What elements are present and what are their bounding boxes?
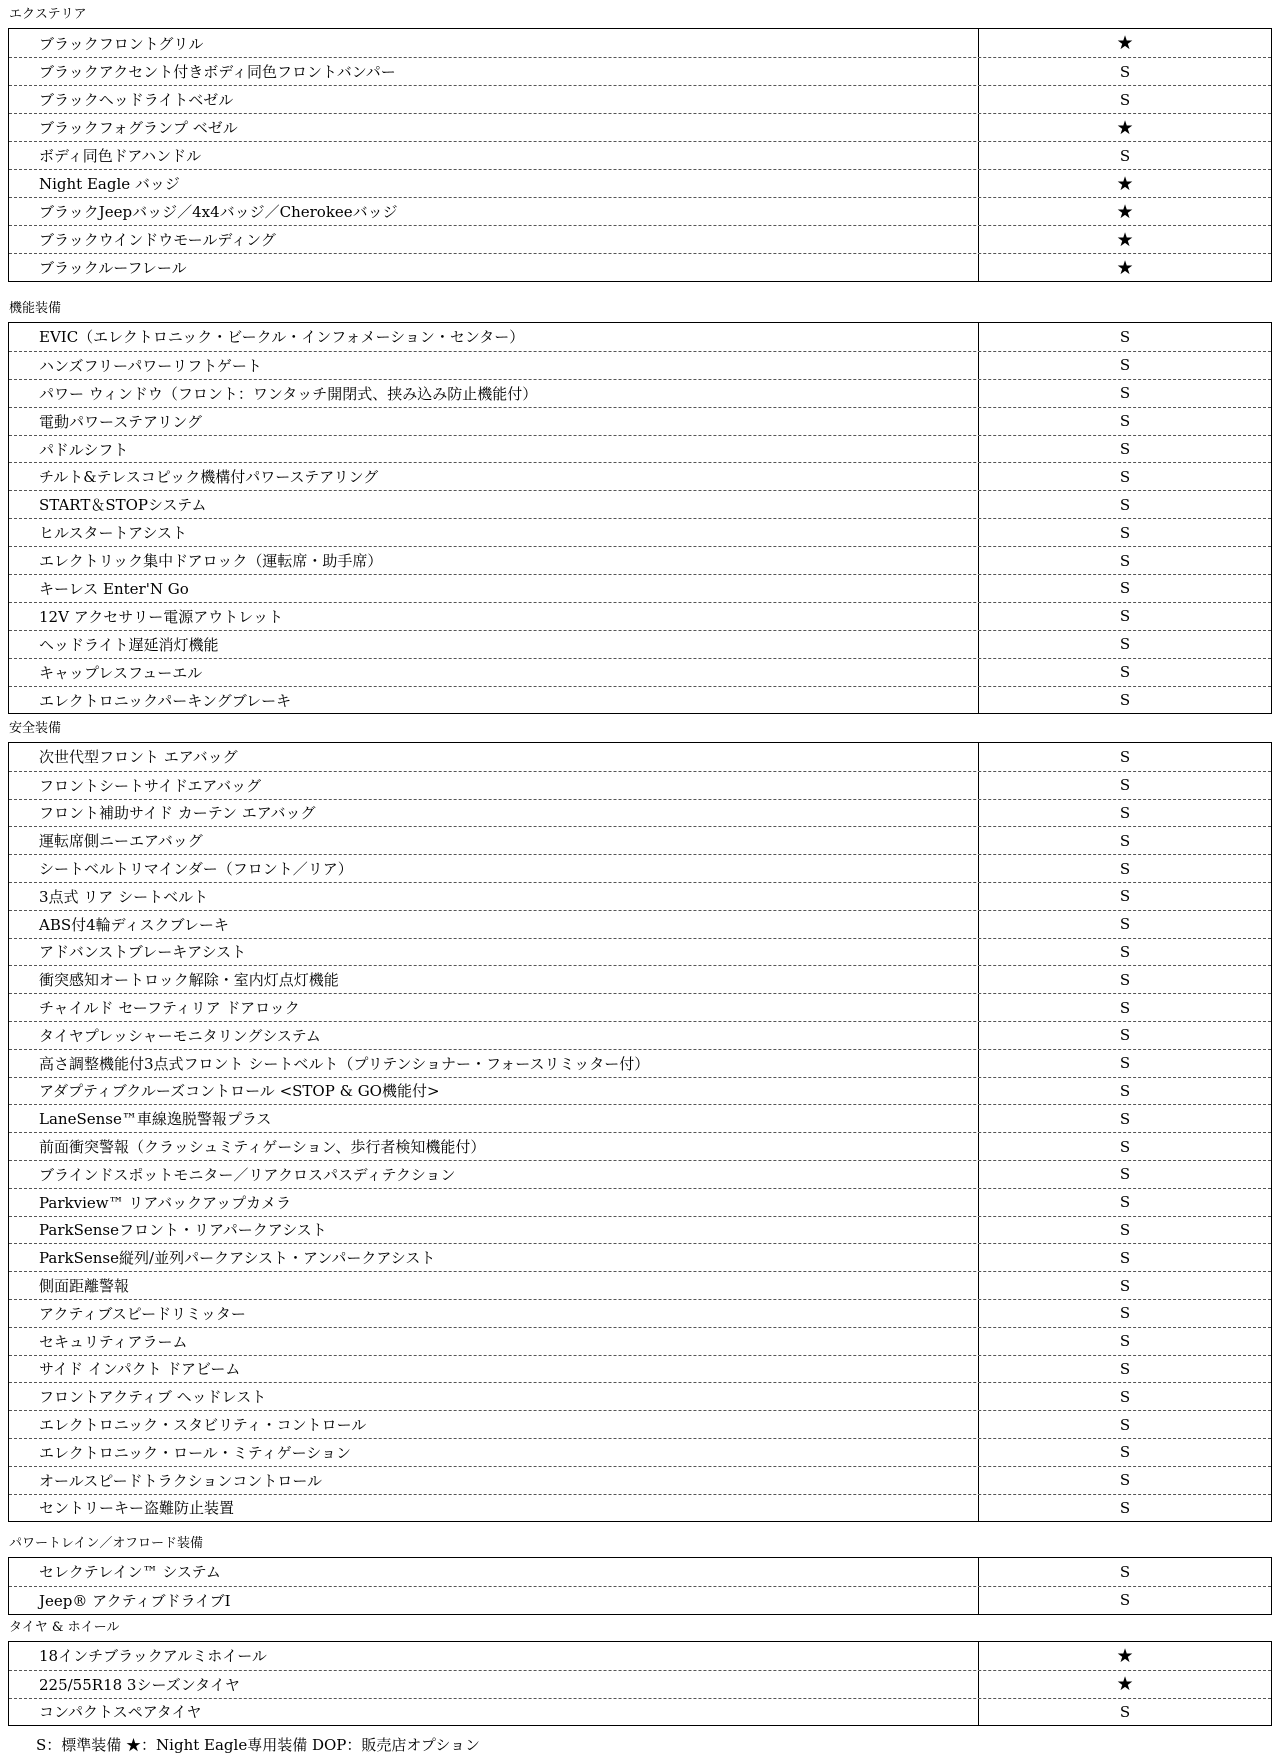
equipment-label: フロントアクティブ ヘッドレスト	[9, 1383, 979, 1410]
standard-mark: S	[1119, 1137, 1131, 1156]
standard-mark: S	[1119, 495, 1131, 514]
equipment-label: 3点式 リア シートベルト	[9, 883, 979, 910]
standard-mark: S	[1119, 859, 1131, 878]
equipment-label: 運転席側ニーエアバッグ	[9, 827, 979, 854]
standard-mark: S	[1119, 1109, 1131, 1128]
table-row	[9, 1698, 1271, 1726]
equipment-label: セントリーキー盗難防止装置	[9, 1495, 979, 1522]
equipment-label: チルト&テレスコピック機構付パワーステアリング	[9, 463, 979, 490]
section-table	[8, 322, 1272, 714]
standard-mark: S	[1119, 663, 1131, 682]
standard-mark: S	[1119, 831, 1131, 850]
equipment-label: エレクトリック集中ドアロック（運転席・助手席）	[9, 547, 979, 574]
star-icon: ★	[1116, 200, 1134, 223]
standard-mark: S	[1119, 1498, 1131, 1517]
standard-mark: S	[1119, 1415, 1131, 1434]
star-icon: ★	[1116, 116, 1134, 139]
table-row	[9, 1438, 1271, 1466]
table-row	[9, 799, 1271, 827]
standard-mark: S	[1119, 1248, 1131, 1267]
standard-mark: S	[1119, 412, 1131, 431]
table-row	[9, 546, 1271, 574]
table-row	[9, 771, 1271, 799]
standard-mark: S	[1119, 607, 1131, 626]
standard-mark: S	[1119, 1562, 1131, 1581]
table-row	[9, 85, 1271, 113]
standard-mark: S	[1119, 1387, 1131, 1406]
equipment-label: パドルシフト	[9, 436, 979, 463]
table-row	[9, 854, 1271, 882]
standard-mark: S	[1119, 1443, 1131, 1462]
equipment-label: ブラックルーフレール	[9, 254, 979, 281]
standard-mark: S	[1119, 942, 1131, 961]
table-row	[9, 197, 1271, 225]
standard-mark: S	[1119, 998, 1131, 1017]
standard-mark: S	[1119, 1359, 1131, 1378]
equipment-label: ブラックフォグランプ ベゼル	[9, 114, 979, 141]
star-icon: ★	[1116, 256, 1134, 279]
equipment-label: ヘッドライト遅延消灯機能	[9, 631, 979, 658]
table-row	[9, 29, 1271, 57]
standard-mark: S	[1119, 523, 1131, 542]
standard-mark: S	[1119, 62, 1131, 81]
table-row	[9, 518, 1271, 546]
equipment-label: タイヤプレッシャーモニタリングシステム	[9, 1022, 979, 1049]
star-icon: ★	[1116, 1644, 1134, 1667]
equipment-label: ParkSenseフロント・リアパークアシスト	[9, 1217, 979, 1244]
section-table	[8, 742, 1272, 1522]
table-row	[9, 462, 1271, 490]
star-icon: ★	[1116, 228, 1134, 251]
equipment-label: ABS付4輪ディスクブレーキ	[9, 911, 979, 938]
equipment-label: 次世代型フロント エアバッグ	[9, 743, 979, 771]
equipment-label: ボディ同色ドアハンドル	[9, 142, 979, 169]
standard-mark: S	[1119, 1702, 1131, 1721]
table-row	[9, 379, 1271, 407]
table-row	[9, 1558, 1271, 1586]
equipment-label: ヒルスタートアシスト	[9, 519, 979, 546]
standard-mark: S	[1119, 1220, 1131, 1239]
section-title: 機能装備	[9, 301, 62, 316]
equipment-label: パワー ウィンドウ（フロント：ワンタッチ開閉式、挟み込み防止機能付）	[9, 380, 979, 407]
equipment-label: 衝突感知オートロック解除・室内灯点灯機能	[9, 966, 979, 993]
table-row	[9, 113, 1271, 141]
table-row	[9, 1077, 1271, 1105]
equipment-label: ブラックヘッドライトベゼル	[9, 86, 979, 113]
equipment-label: アクティブスピードリミッター	[9, 1300, 979, 1327]
section-table	[8, 1641, 1272, 1726]
standard-mark: S	[1119, 1591, 1131, 1610]
table-row	[9, 1216, 1271, 1244]
equipment-label: 電動パワーステアリング	[9, 408, 979, 435]
standard-mark: S	[1119, 776, 1131, 795]
table-row	[9, 169, 1271, 197]
table-row	[9, 490, 1271, 518]
standard-mark: S	[1119, 1165, 1131, 1184]
equipment-label: フロント補助サイド カーテン エアバッグ	[9, 800, 979, 827]
equipment-label: Night Eagle バッジ	[9, 170, 979, 197]
table-row	[9, 574, 1271, 602]
equipment-label: 225/55R18 3シーズンタイヤ	[9, 1671, 979, 1698]
table-row	[9, 435, 1271, 463]
table-row	[9, 658, 1271, 686]
table-row	[9, 1670, 1271, 1698]
equipment-label: サイド インパクト ドアビーム	[9, 1356, 979, 1383]
table-row	[9, 938, 1271, 966]
equipment-label: エレクトロニック・ロール・ミティゲーション	[9, 1439, 979, 1466]
equipment-label: EVIC（エレクトロニック・ビークル・インフォメーション・センター）	[9, 323, 979, 351]
equipment-label: アダプティブクルーズコントロール <STOP & GO機能付>	[9, 1078, 979, 1105]
standard-mark: S	[1119, 1471, 1131, 1490]
equipment-label: チャイルド セーフティリア ドアロック	[9, 994, 979, 1021]
standard-mark: S	[1119, 1276, 1131, 1295]
standard-mark: S	[1119, 384, 1131, 403]
section-title: エクステリア	[9, 7, 87, 22]
equipment-label: シートベルトリマインダー（フロント／リア）	[9, 855, 979, 882]
standard-mark: S	[1119, 691, 1131, 710]
table-row	[9, 1160, 1271, 1188]
equipment-label: 高さ調整機能付3点式フロント シートベルト（プリテンショナー・フォースリミッター付）	[9, 1050, 979, 1077]
equipment-label: アドバンストブレーキアシスト	[9, 939, 979, 966]
equipment-label: キーレス Enter'N Go	[9, 575, 979, 602]
equipment-label: START＆STOPシステム	[9, 491, 979, 518]
equipment-label: ハンズフリーパワーリフトゲート	[9, 352, 979, 379]
legend: S：標準装備 ★：Night Eagle専用装備 DOP：販売店オプション	[36, 1736, 481, 1754]
standard-mark: S	[1119, 146, 1131, 165]
table-row	[9, 1188, 1271, 1216]
section-title: タイヤ & ホイール	[9, 1620, 120, 1635]
standard-mark: S	[1119, 327, 1131, 346]
table-row	[9, 910, 1271, 938]
equipment-label: Jeep® アクティブドライブI	[9, 1587, 979, 1614]
table-row	[9, 141, 1271, 169]
standard-mark: S	[1119, 970, 1131, 989]
table-row	[9, 686, 1271, 714]
table-row	[9, 882, 1271, 910]
equipment-label: フロントシートサイドエアバッグ	[9, 772, 979, 799]
equipment-label: 18インチブラックアルミホイール	[9, 1642, 979, 1670]
equipment-label: エレクトロニック・スタビリティ・コントロール	[9, 1411, 979, 1438]
table-row	[9, 1382, 1271, 1410]
table-row	[9, 965, 1271, 993]
table-row	[9, 1132, 1271, 1160]
section-table	[8, 1557, 1272, 1615]
equipment-label: ブラックフロントグリル	[9, 29, 979, 57]
equipment-label: ブラックアクセント付きボディ同色フロントバンパー	[9, 58, 979, 85]
table-row	[9, 253, 1271, 281]
table-row	[9, 57, 1271, 85]
table-row	[9, 1410, 1271, 1438]
equipment-label: 前面衝突警報（クラッシュミティゲーション、歩行者検知機能付）	[9, 1133, 979, 1160]
table-row	[9, 630, 1271, 658]
section-table	[8, 28, 1272, 282]
table-row	[9, 1466, 1271, 1494]
equipment-label: コンパクトスペアタイヤ	[9, 1699, 979, 1726]
equipment-label: 側面距離警報	[9, 1272, 979, 1299]
table-row	[9, 826, 1271, 854]
equipment-label: ブラックJeepバッジ／4x4バッジ／Cherokeeバッジ	[9, 198, 979, 225]
section-title: パワートレイン／オフロード装備	[9, 1536, 203, 1551]
equipment-label: LaneSense™車線逸脱警報プラス	[9, 1105, 979, 1132]
table-row	[9, 602, 1271, 630]
standard-mark: S	[1119, 1193, 1131, 1212]
star-icon: ★	[1116, 32, 1134, 54]
section-title: 安全装備	[9, 721, 62, 736]
table-row	[9, 993, 1271, 1021]
table-row	[9, 1021, 1271, 1049]
standard-mark: S	[1119, 887, 1131, 906]
table-row	[9, 1494, 1271, 1522]
standard-mark: S	[1119, 579, 1131, 598]
standard-mark: S	[1119, 1054, 1131, 1073]
equipment-label: セレクテレイン™ システム	[9, 1558, 979, 1586]
standard-mark: S	[1119, 635, 1131, 654]
equipment-label: ブラックウインドウモールディング	[9, 226, 979, 253]
star-icon: ★	[1116, 172, 1134, 195]
table-row	[9, 1243, 1271, 1271]
table-row	[9, 407, 1271, 435]
table-row	[9, 1299, 1271, 1327]
table-row	[9, 1586, 1271, 1614]
table-row	[9, 225, 1271, 253]
star-icon: ★	[1116, 1673, 1134, 1696]
table-row	[9, 1271, 1271, 1299]
table-row	[9, 743, 1271, 771]
standard-mark: S	[1119, 90, 1131, 109]
table-row	[9, 1104, 1271, 1132]
table-row	[9, 1642, 1271, 1670]
equipment-label: ParkSense縦列/並列パークアシスト・アンパークアシスト	[9, 1244, 979, 1271]
standard-mark: S	[1119, 747, 1131, 766]
standard-mark: S	[1119, 1332, 1131, 1351]
standard-mark: S	[1119, 1304, 1131, 1323]
table-row	[9, 1355, 1271, 1383]
standard-mark: S	[1119, 551, 1131, 570]
standard-mark: S	[1119, 915, 1131, 934]
equipment-label: Parkview™ リアバックアップカメラ	[9, 1189, 979, 1216]
table-row	[9, 1327, 1271, 1355]
standard-mark: S	[1119, 1081, 1131, 1100]
equipment-label: オールスピードトラクションコントロール	[9, 1467, 979, 1494]
table-row	[9, 351, 1271, 379]
table-row	[9, 1049, 1271, 1077]
table-row	[9, 323, 1271, 351]
standard-mark: S	[1119, 467, 1131, 486]
equipment-label: ブラインドスポットモニター／リアクロスパスディテクション	[9, 1161, 979, 1188]
standard-mark: S	[1119, 1026, 1131, 1045]
equipment-label: セキュリティアラーム	[9, 1328, 979, 1355]
standard-mark: S	[1119, 440, 1131, 458]
equipment-label: 12V アクセサリー電源アウトレット	[9, 603, 979, 630]
equipment-label: キャップレスフューエル	[9, 659, 979, 686]
standard-mark: S	[1119, 356, 1131, 375]
equipment-label: エレクトロニックパーキングブレーキ	[9, 687, 979, 714]
standard-mark: S	[1119, 803, 1131, 822]
